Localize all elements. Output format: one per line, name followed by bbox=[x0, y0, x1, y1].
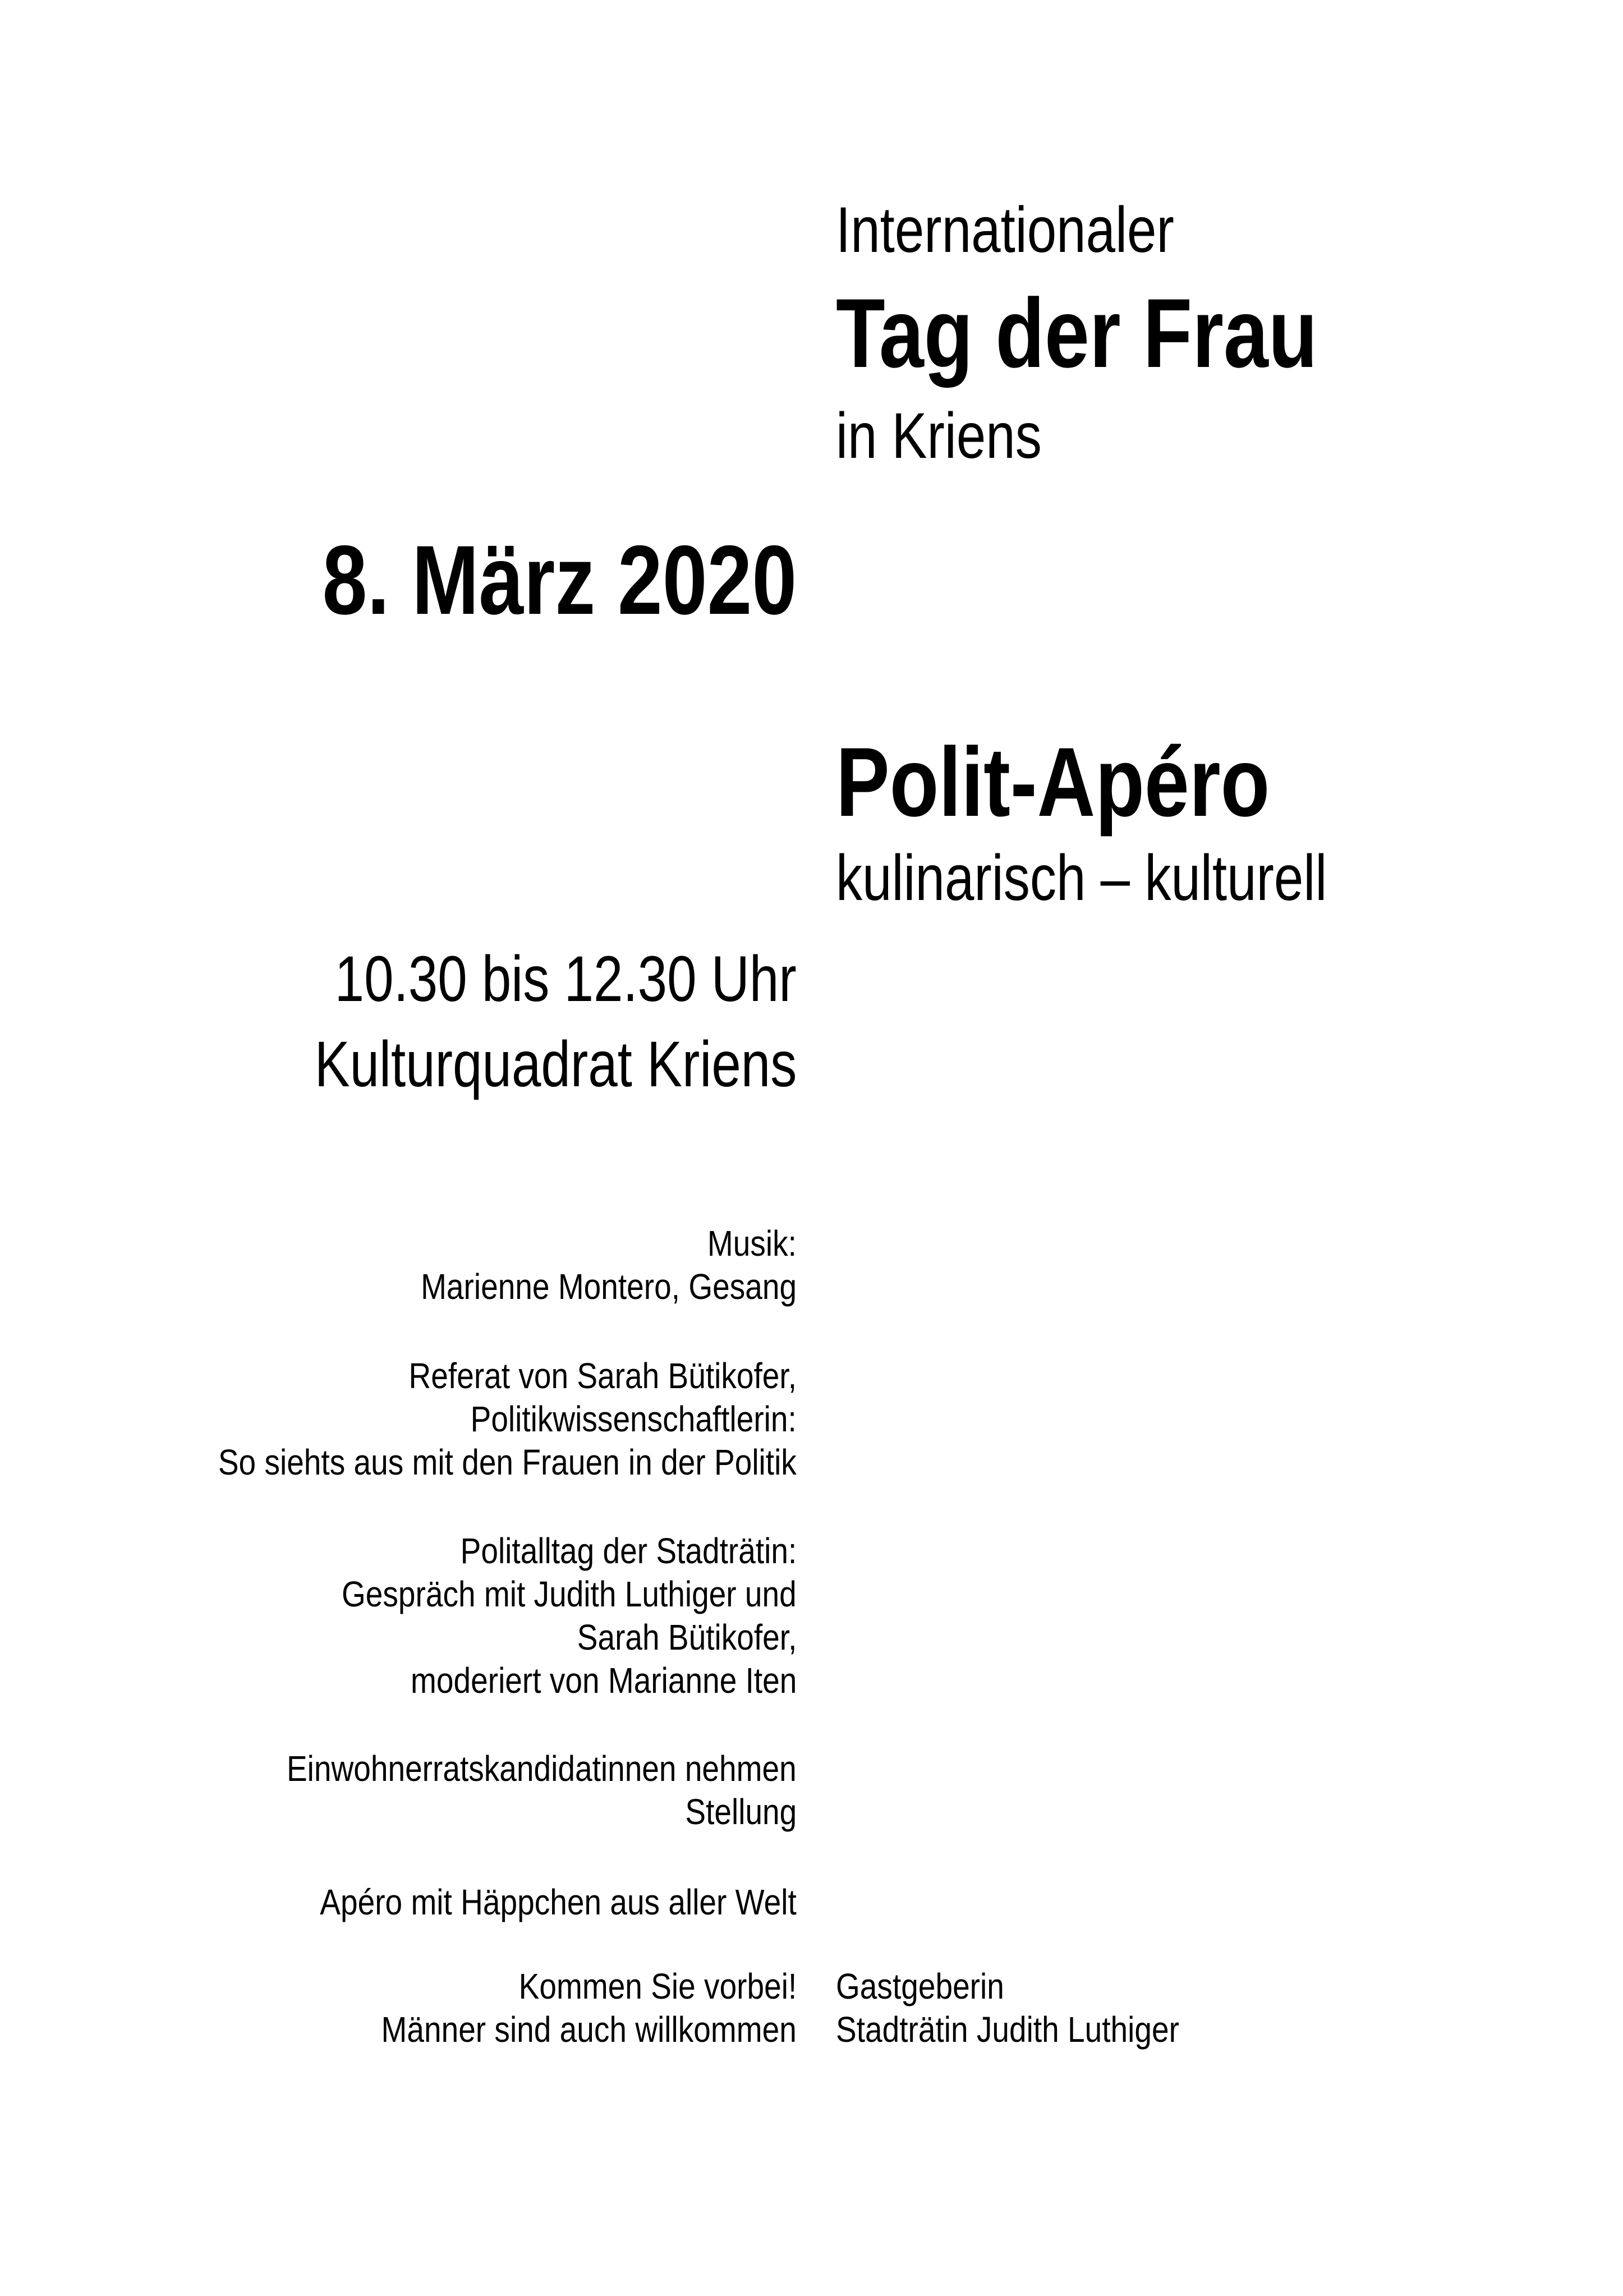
program-candidates bbox=[204, 1747, 797, 1834]
event-time-text: 10.30 bis 12.30 Uhr bbox=[334, 943, 797, 1015]
program-talk-line1-text: Referat von Sarah Bütikofer, bbox=[408, 1356, 797, 1396]
event-venue-text: Kulturquadrat Kriens bbox=[314, 1028, 797, 1100]
program-invitation-line2-text: Männer sind auch willkommen bbox=[381, 2009, 797, 2050]
header-intro-text: Internationaler bbox=[836, 194, 1174, 266]
host-name-text: Stadträtin Judith Luthiger bbox=[836, 2009, 1179, 2050]
event-subtitle bbox=[836, 842, 1435, 915]
program-music-performer-text: Marienne Montero, Gesang bbox=[420, 1266, 797, 1307]
program-candidates-line2 bbox=[204, 1790, 797, 1834]
program-talk-line1 bbox=[124, 1354, 797, 1398]
program-candidates-line1-text: Einwohnerratskandidatinnen nehmen bbox=[287, 1748, 797, 1789]
program-discussion-line4 bbox=[268, 1659, 797, 1702]
page-title-text: Tag der Frau bbox=[836, 279, 1318, 388]
header-location-text: in Kriens bbox=[836, 400, 1042, 472]
program-apero-text: Apéro mit Häppchen aus aller Welt bbox=[320, 1882, 797, 1922]
program-talk bbox=[124, 1354, 797, 1484]
program-candidates-line1 bbox=[204, 1747, 797, 1790]
event-time bbox=[233, 943, 797, 1016]
host-label-text: Gastgeberin bbox=[836, 1966, 1004, 2006]
program-music-heading-text: Musik: bbox=[707, 1223, 797, 1264]
program-talk-line2 bbox=[124, 1398, 797, 1441]
program-talk-line2-text: Politikwissenschaftlerin: bbox=[470, 1399, 797, 1439]
event-venue bbox=[209, 1028, 797, 1101]
program-music-heading bbox=[360, 1222, 797, 1265]
program-music-performer bbox=[360, 1265, 797, 1308]
program-talk-line3 bbox=[124, 1441, 797, 1484]
program-discussion-line3-text: Sarah Bütikofer, bbox=[577, 1617, 797, 1657]
host-name bbox=[836, 2008, 1235, 2051]
header-location bbox=[836, 399, 1087, 472]
program-invitation-line1-text: Kommen Sie vorbei! bbox=[518, 1966, 797, 2006]
program-discussion-line2-text: Gespräch mit Judith Luthiger und bbox=[342, 1574, 797, 1614]
host-label bbox=[836, 1965, 1235, 2008]
program-discussion-line3 bbox=[268, 1616, 797, 1659]
program-discussion-line4-text: moderiert von Marianne Iten bbox=[410, 1660, 797, 1701]
program-discussion bbox=[268, 1530, 797, 1702]
program-talk-line3-text: So siehts aus mit den Frauen in der Politik bbox=[218, 1442, 797, 1482]
event-name bbox=[836, 729, 1365, 836]
event-date bbox=[218, 527, 797, 634]
header-intro bbox=[836, 194, 1248, 267]
program-invitation-line2 bbox=[314, 2008, 797, 2051]
program-invitation-line1 bbox=[314, 1965, 797, 2008]
event-subtitle-text: kulinarisch – kulturell bbox=[836, 842, 1327, 914]
program-apero bbox=[242, 1881, 797, 1924]
program-discussion-line1-text: Politalltag der Stadträtin: bbox=[460, 1531, 797, 1571]
event-date-text: 8. März 2020 bbox=[322, 526, 797, 635]
program-apero-line bbox=[242, 1881, 797, 1924]
program-invitation bbox=[314, 1965, 797, 2051]
program-discussion-line1 bbox=[268, 1530, 797, 1573]
program-discussion-line2 bbox=[268, 1573, 797, 1616]
page-title bbox=[836, 281, 1423, 387]
host-info bbox=[836, 1965, 1235, 2051]
program-music bbox=[360, 1222, 797, 1308]
program-candidates-line2-text: Stellung bbox=[685, 1792, 797, 1832]
event-name-text: Polit-Apéro bbox=[836, 728, 1270, 837]
